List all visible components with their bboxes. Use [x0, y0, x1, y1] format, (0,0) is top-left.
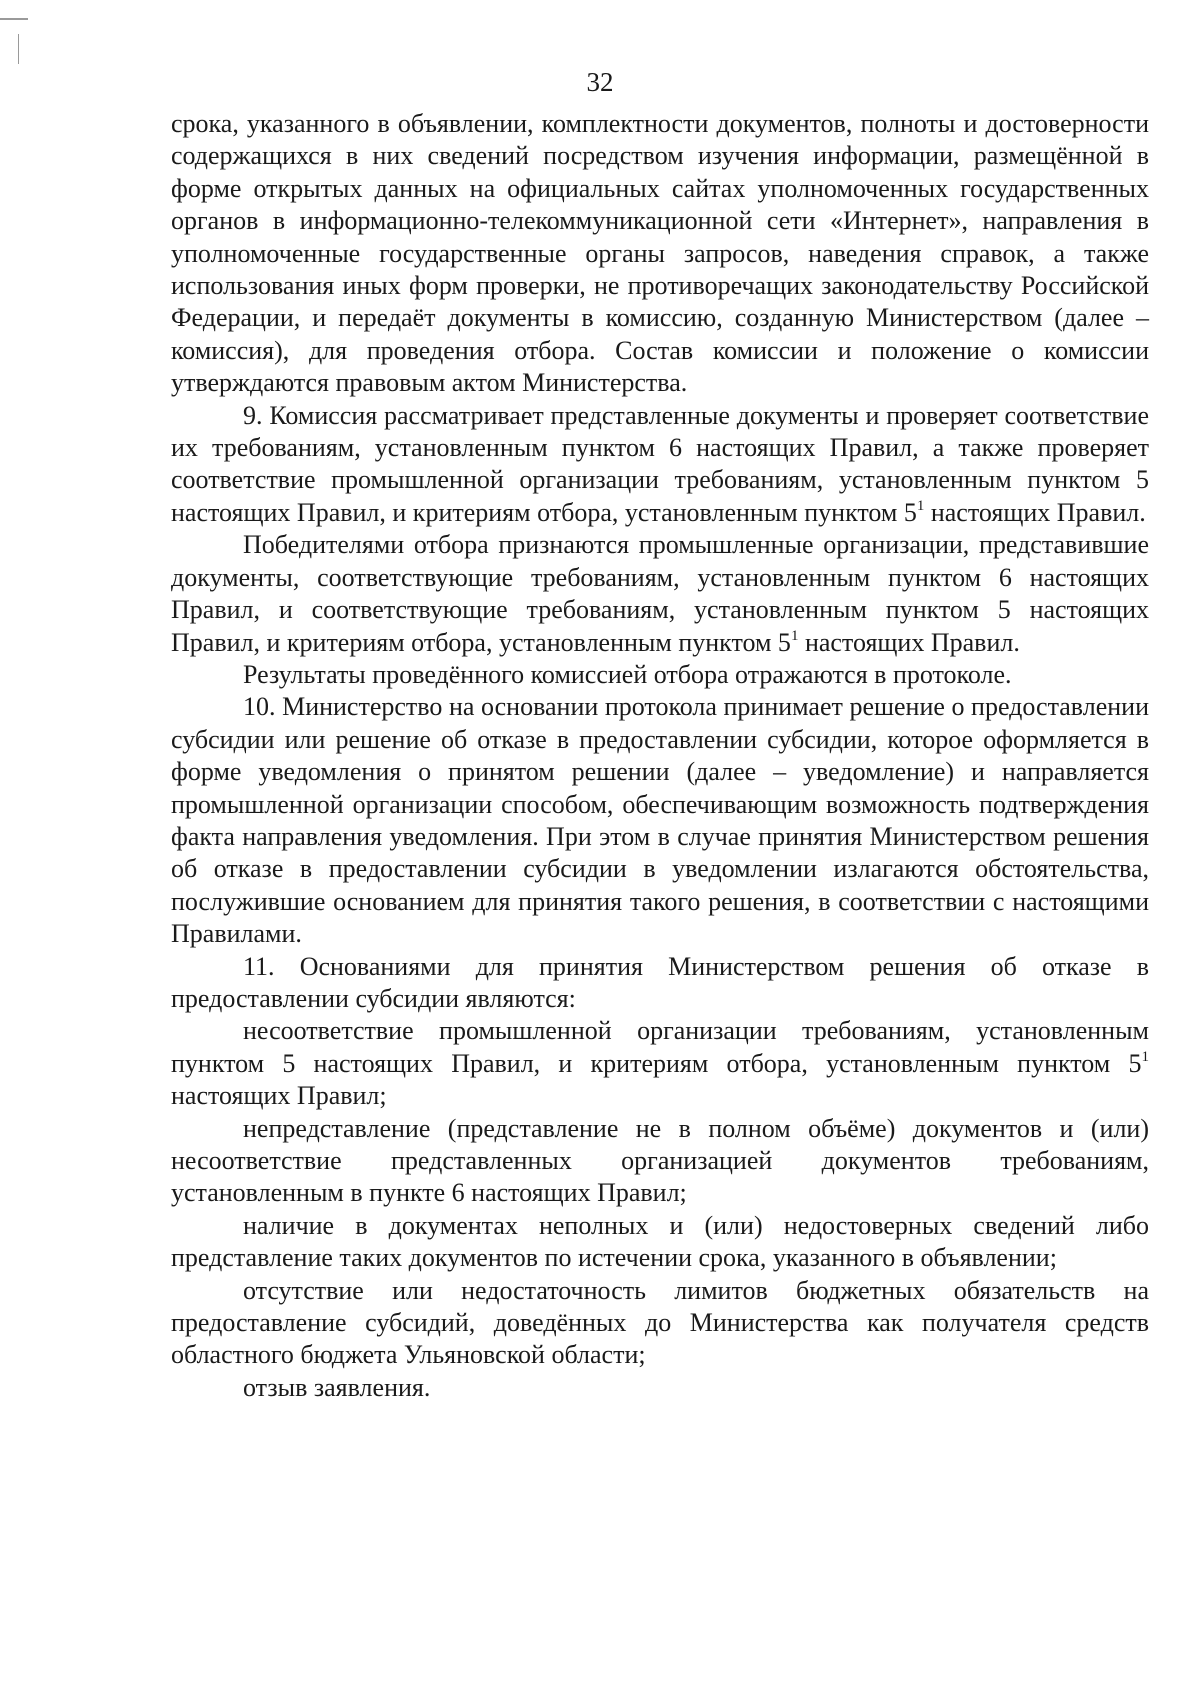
superscript-number: 1 — [790, 627, 799, 644]
paragraph-p-9 — [171, 400, 1149, 530]
text-segment: 9. Комиссия рассматривает представленные документы и проверяет соответствие их требованиям, установленным пунктом 6 настоящих Правил, а также проверяет соответствие промышленной организации требованиям, установленным пунктом 5 настоящих Правил, и критериям отбора, установленным пунктом 5 — [171, 400, 1149, 527]
text-segment: наличие в документах неполных и (или) недостоверных сведений либо представление таких документов по истечении срока, указанного в объявлении; — [171, 1210, 1149, 1273]
text-segment: настоящих Правил; — [171, 1081, 387, 1111]
scan-artifact-top-left — [0, 18, 28, 20]
paragraph-p-continuation — [171, 108, 1149, 400]
page-number: 32 — [586, 67, 614, 97]
text-segment: Победителями отбора признаются промышленные организации, представившие документы, соответствующие требованиям, установленным пунктом 6 настоящих Правил, и соответствующие требованиям, установленным пунктом 5 настоящих Правил, и критериям отбора, установленным пунктом 5 — [171, 530, 1149, 657]
paragraph-p-results — [171, 659, 1149, 691]
paragraph-p-11-b — [171, 1113, 1149, 1210]
text-segment: Результаты проведённого комиссией отбора отражаются в протоколе. — [243, 659, 1012, 689]
paragraph-p-11-a — [171, 1015, 1149, 1112]
text-segment: срока, указанного в объявлении, комплектности документов, полноты и достоверности содержащихся в них сведений посредством изучения информации, размещённой в форме открытых данных на официальных сайтах уполномоченных государственных органов в информационно-телекоммуникационной сети «Интернет», направления в уполномоченные государственные органы запросов, наведения справок, а также использования иных форм проверки, не противоречащих законодательству Российской Федерации, и передаёт документы в комиссию, созданную Министерством (далее – комиссия), для проведения отбора. Состав комиссии и положение о комиссии утверждаются правовым актом Министерства. — [171, 109, 1149, 398]
paragraph-p-11-e — [171, 1372, 1149, 1404]
text-segment: 10. Министерство на основании протокола принимает решение о предоставлении субсидии или решение об отказе в предоставлении субсидии, которое оформляется в форме уведомления о принятом решении (далее – уведомление) и направляется промышленной организации способом, обеспечивающим возможность подтверждения факта направления уведомления. При этом в случае принятия Министерством решения об отказе в предоставлении субсидии в уведомлении излагаются обстоятельства, послужившие основанием для принятия такого решения, в соответствии с настоящими Правилами. — [171, 692, 1149, 949]
superscript-number: 1 — [916, 497, 925, 514]
text-segment: непредставление (представление не в полном объёме) документов и (или) несоответствие представленных организацией документов требованиям, установленным в пункте 6 настоящих Правил; — [171, 1113, 1149, 1208]
paragraph-p-10 — [171, 691, 1149, 950]
paragraph-p-11-d — [171, 1275, 1149, 1372]
superscript-number: 1 — [1141, 1048, 1149, 1065]
text-segment: несоответствие промышленной организации требованиям, установленным пунктом 5 настоящих Правил, и критериям отбора, установленным пунктом 5 — [171, 1016, 1149, 1078]
paragraph-p-11 — [171, 951, 1149, 1016]
text-segment: настоящих Правил. — [924, 497, 1146, 527]
text-segment: настоящих Правил. — [798, 627, 1020, 657]
text-segment: отзыв заявления. — [243, 1372, 431, 1402]
text-segment: отсутствие или недостаточность лимитов бюджетных обязательств на предоставление субсидий, доведённых до Министерства как получателя средств областного бюджета Ульяновской области; — [171, 1275, 1149, 1370]
document-body — [171, 108, 1149, 1404]
scan-artifact-left-edge — [18, 34, 19, 64]
text-segment: 11. Основаниями для принятия Министерством решения об отказе в предоставлении субсидии являются: — [171, 951, 1149, 1013]
paragraph-p-winners — [171, 529, 1149, 659]
paragraph-p-11-c — [171, 1210, 1149, 1275]
